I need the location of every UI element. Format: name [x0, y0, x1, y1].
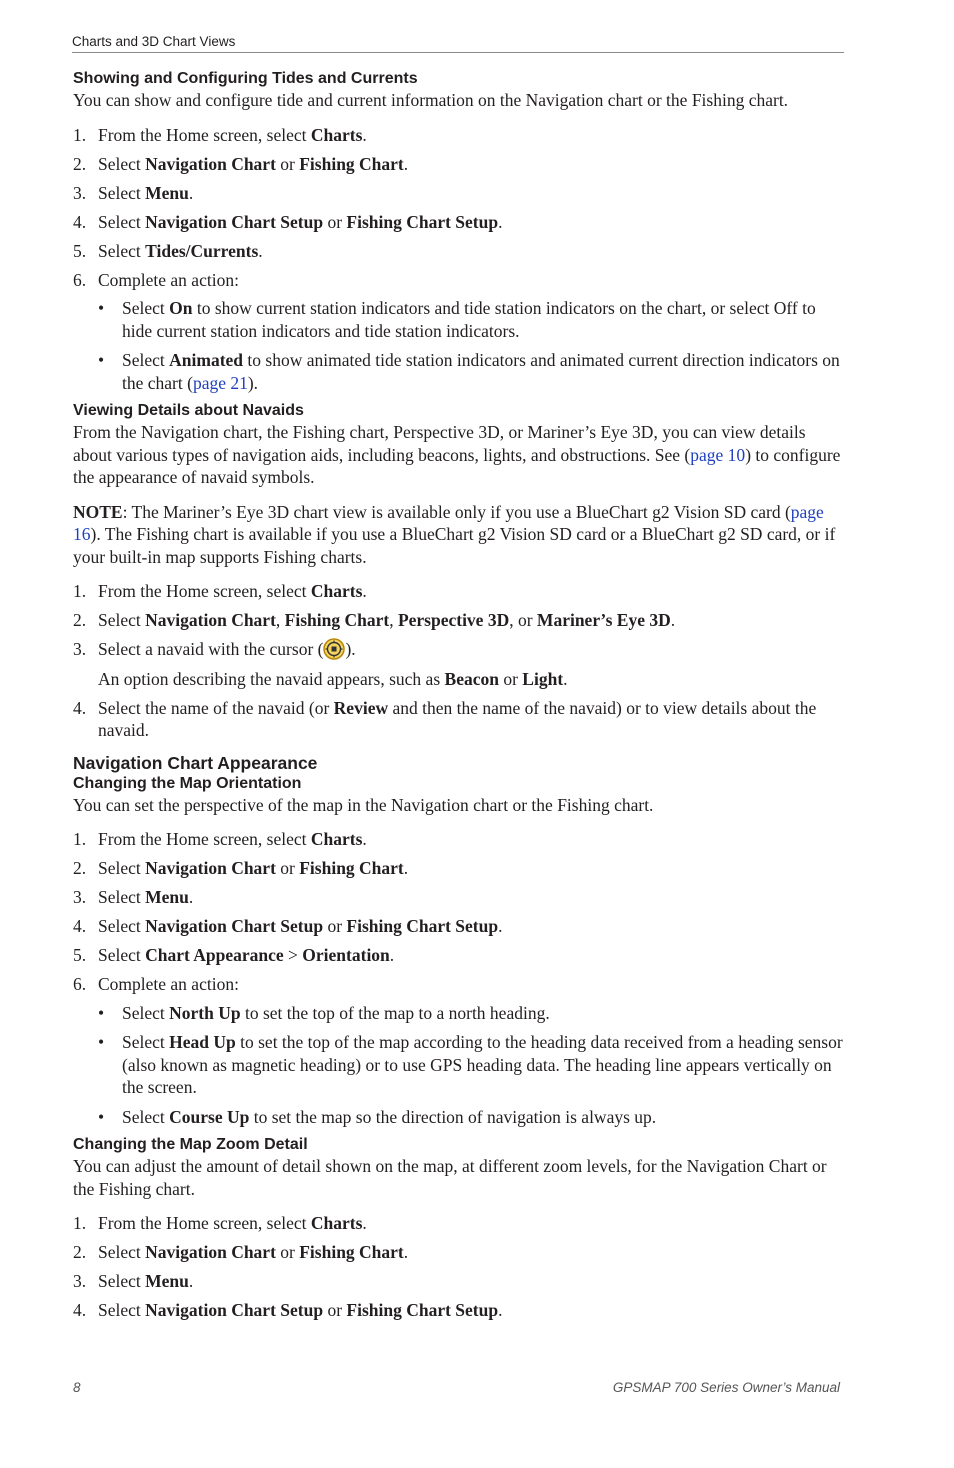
- step-text: Select a navaid with the cursor (: [98, 639, 324, 659]
- bullet-text: Select: [122, 1032, 170, 1052]
- step-text: .: [498, 211, 503, 232]
- subsection-heading-orientation: Changing the Map Orientation: [73, 774, 302, 792]
- step-text: .: [389, 945, 395, 965]
- intro-text: ) to configure the appearance of navaid symbols.: [73, 444, 841, 487]
- ui-term: Fishing Chart Setup: [346, 916, 499, 936]
- list-item: [73, 609, 845, 632]
- list-item: [73, 211, 845, 234]
- ui-term: Review: [333, 697, 389, 718]
- bullet-text: Select: [122, 298, 170, 318]
- orientation-action-bullets: [98, 1002, 845, 1129]
- ui-term: Navigation Chart Setup: [145, 211, 324, 232]
- step-number: 1.: [73, 829, 87, 849]
- step-number: 2.: [73, 858, 87, 878]
- bullet-text: Select: [122, 1106, 170, 1127]
- bullet-item: [98, 1031, 845, 1099]
- navaids-steps: [73, 580, 845, 742]
- step-number: 1.: [73, 1213, 87, 1233]
- bullet-dot: •: [98, 1106, 105, 1127]
- ui-term: Navigation Chart: [145, 610, 276, 630]
- bullet-item: [98, 297, 845, 342]
- bullet-dot: •: [98, 1032, 105, 1052]
- step-text: ,: [389, 610, 398, 630]
- step-text: and then the name of the navaid) or to view details about the navaid.: [98, 697, 817, 740]
- bullet-dot: •: [98, 1002, 105, 1023]
- step-number: 4.: [73, 916, 87, 936]
- step-number: 3.: [73, 182, 87, 203]
- ui-term: Charts: [310, 829, 363, 849]
- step-number: 3.: [73, 887, 87, 907]
- step-text: or: [323, 1300, 347, 1320]
- section-heading-appearance: Navigation Chart Appearance: [73, 752, 318, 773]
- bullet-item: [98, 1002, 845, 1025]
- ui-term: Perspective 3D: [397, 610, 510, 630]
- ui-term: Fishing Chart: [299, 858, 404, 878]
- note-text: ). The Fishing chart is available if you use a BlueChart g2 Vision SD card or a BlueChart g2 SD card, or if your built-in map supports Fishing charts.: [73, 524, 836, 567]
- bullet-text: to show animated tide station indicators and animated current direction indicators on the chart (: [122, 350, 840, 393]
- page-link[interactable]: page 10: [690, 444, 746, 465]
- ui-term: Charts: [310, 1213, 363, 1233]
- ui-term: Navigation Chart: [145, 858, 276, 878]
- ui-term: Fishing Chart: [284, 610, 390, 630]
- step-text: Select: [98, 916, 146, 936]
- ui-term: Course Up: [169, 1106, 250, 1127]
- bullet-dot: •: [98, 350, 105, 370]
- step-text: Select: [98, 1300, 146, 1320]
- bullet-text: ).: [247, 372, 259, 393]
- bullet-item: [98, 349, 845, 394]
- step-text: .: [362, 124, 367, 145]
- list-item: [73, 580, 845, 603]
- step-text: .: [362, 581, 367, 601]
- ui-term: Head Up: [169, 1032, 236, 1052]
- result-text: An option describing the navaid appears, such as: [98, 668, 445, 689]
- manual-title: GPSMAP 700 Series Owner’s Manual: [612, 1380, 840, 1395]
- step-number: 3.: [73, 639, 87, 659]
- ui-term: North Up: [169, 1002, 241, 1023]
- step-text: Select: [98, 1242, 146, 1262]
- list-item: [73, 1270, 845, 1293]
- step-text: From the Home screen, select: [98, 1213, 311, 1233]
- step-number: 6.: [73, 269, 87, 290]
- list-item: [73, 638, 845, 690]
- tides-intro: You can show and configure tide and current information on the Navigation chart or the Fishing chart.: [73, 90, 789, 110]
- step-text: .: [362, 1213, 367, 1233]
- step-number: 4.: [73, 697, 87, 718]
- step-number: 5.: [73, 945, 87, 965]
- step-text: >: [283, 945, 303, 965]
- list-item: [73, 124, 845, 147]
- step-number: 4.: [73, 1300, 87, 1320]
- step-text: .: [258, 240, 263, 261]
- step-text: Complete an action:: [98, 974, 239, 994]
- step-text: .: [362, 829, 367, 849]
- bullet-text: to set the top of the map according to the heading data received from a heading sensor (also known as magnetic heading) or to use GPS heading data. The heading line appears vertically on the screen.: [122, 1032, 843, 1097]
- step-text: ,: [275, 610, 285, 630]
- step-number: 5.: [73, 240, 87, 261]
- step-text: .: [498, 916, 503, 936]
- ui-term: Menu: [145, 182, 189, 203]
- ui-term: On: [169, 298, 193, 318]
- ui-term: Fishing Chart Setup: [346, 211, 499, 232]
- list-item: [73, 269, 845, 395]
- step-text: ).: [345, 639, 356, 659]
- step-number: 2.: [73, 153, 87, 174]
- step-number: 1.: [73, 581, 87, 601]
- bullet-text: Select: [122, 1002, 170, 1023]
- step-result: [98, 668, 845, 691]
- ui-term: Chart Appearance: [145, 945, 284, 965]
- step-text: From the Home screen, select: [98, 124, 311, 145]
- ui-term: Navigation Chart Setup: [145, 916, 324, 936]
- step-text: Select: [98, 858, 146, 878]
- step-text: .: [188, 887, 194, 907]
- bullet-text: to set the map so the direction of navigation is always up.: [249, 1106, 657, 1127]
- ui-term: Fishing Chart Setup: [346, 1300, 499, 1320]
- subsection-heading-zoom: Changing the Map Zoom Detail: [73, 1136, 308, 1153]
- list-item: [73, 153, 845, 176]
- bullet-text: to set the top of the map to a north heading.: [240, 1002, 550, 1023]
- ui-term: Menu: [145, 887, 189, 907]
- page-content: [73, 69, 845, 1328]
- ui-term: Charts: [310, 124, 363, 145]
- ui-term: Beacon: [444, 668, 499, 689]
- step-text: From the Home screen, select: [98, 829, 311, 849]
- bullet-text: to show current station indicators and tide station indicators on the chart, or select Off to hide current station indicators and tide station indicators.: [122, 298, 816, 341]
- ui-term: Navigation Chart Setup: [145, 1300, 324, 1320]
- step-text: or: [275, 153, 300, 174]
- page-number: 8: [73, 1380, 81, 1395]
- header-rule: [72, 52, 844, 53]
- step-text: Select: [98, 1271, 146, 1291]
- step-number: 3.: [73, 1271, 87, 1291]
- orientation-steps: [73, 828, 845, 1128]
- step-text: .: [498, 1300, 503, 1320]
- ui-term: Tides/Currents: [145, 240, 259, 261]
- step-text: , or: [509, 610, 537, 630]
- step-text: .: [403, 858, 409, 878]
- note-label: NOTE: [73, 501, 123, 522]
- bullet-item: [98, 1106, 845, 1129]
- zoom-steps: [73, 1212, 845, 1322]
- intro-text: From the Navigation chart, the Fishing chart, Perspective 3D, or Mariner’s Eye 3D, you can view details about various types of navigation aids, including beacons, lights, and obstructions. See (: [73, 422, 806, 465]
- step-text: Select: [98, 240, 146, 261]
- step-text: Select: [98, 153, 146, 174]
- step-text: Select: [98, 182, 146, 203]
- navaids-note: [73, 501, 845, 569]
- step-text: .: [403, 1242, 409, 1262]
- tides-steps: [73, 124, 845, 395]
- list-item: [73, 886, 845, 909]
- step-number: 2.: [73, 1242, 87, 1262]
- ui-term: Light: [522, 668, 564, 689]
- step-text: Select: [98, 945, 146, 965]
- ui-term: Mariner’s Eye 3D: [536, 610, 671, 630]
- bullet-dot: •: [98, 298, 105, 318]
- section-heading-navaids: Viewing Details about Navaids: [73, 402, 304, 419]
- step-number: 2.: [73, 610, 87, 630]
- step-text: .: [188, 182, 194, 203]
- list-item: [73, 1212, 845, 1235]
- list-item: [73, 182, 845, 205]
- cursor-icon: [323, 638, 345, 660]
- running-head: Charts and 3D Chart Views: [72, 34, 236, 49]
- result-text: .: [563, 668, 568, 689]
- list-item: [73, 697, 845, 742]
- ui-term: Fishing Chart: [299, 153, 404, 174]
- step-text: Select: [98, 211, 146, 232]
- list-item: [73, 944, 845, 967]
- orientation-intro: You can set the perspective of the map in the Navigation chart or the Fishing chart.: [73, 794, 654, 815]
- step-text: Select: [98, 610, 146, 630]
- zoom-intro: You can adjust the amount of detail shown on the map, at different zoom levels, for the Navigation Chart or the Fishing chart.: [73, 1156, 827, 1199]
- step-text: .: [188, 1271, 194, 1291]
- step-text: .: [670, 610, 676, 630]
- navaids-intro: [73, 421, 845, 489]
- step-text: Select: [98, 887, 146, 907]
- ui-term: Orientation: [302, 945, 390, 965]
- ui-term: Navigation Chart: [145, 1242, 276, 1262]
- step-text: Complete an action:: [98, 269, 239, 290]
- ui-term: Fishing Chart: [299, 1242, 404, 1262]
- list-item: [73, 1299, 845, 1322]
- list-item: [73, 915, 845, 938]
- step-text: .: [403, 153, 409, 174]
- step-number: 4.: [73, 211, 87, 232]
- step-text: Select the name of the navaid (or: [98, 697, 334, 718]
- ui-term: Animated: [169, 350, 244, 370]
- list-item: [73, 1241, 845, 1264]
- tides-action-bullets: [98, 297, 845, 394]
- list-item: [73, 828, 845, 851]
- step-number: 1.: [73, 124, 87, 145]
- step-text: or: [323, 916, 347, 936]
- step-number: 6.: [73, 974, 87, 994]
- result-text: or: [498, 668, 523, 689]
- step-text: From the Home screen, select: [98, 581, 311, 601]
- note-text: : The Mariner’s Eye 3D chart view is available only if you use a BlueChart g2 Vision SD card (: [122, 501, 791, 522]
- page-link[interactable]: page 16: [73, 501, 824, 544]
- list-item: [73, 973, 845, 1128]
- bullet-text: Select: [122, 350, 170, 370]
- step-text: or: [323, 211, 347, 232]
- step-text: or: [275, 1242, 300, 1262]
- step-text: or: [275, 858, 300, 878]
- page-link[interactable]: page 21: [192, 372, 248, 393]
- section-heading-tides: Showing and Configuring Tides and Currents: [73, 70, 418, 87]
- list-item: [73, 857, 845, 880]
- ui-term: Navigation Chart: [145, 153, 276, 174]
- list-item: [73, 240, 845, 263]
- ui-term: Charts: [310, 581, 363, 601]
- ui-term: Menu: [145, 1271, 189, 1291]
